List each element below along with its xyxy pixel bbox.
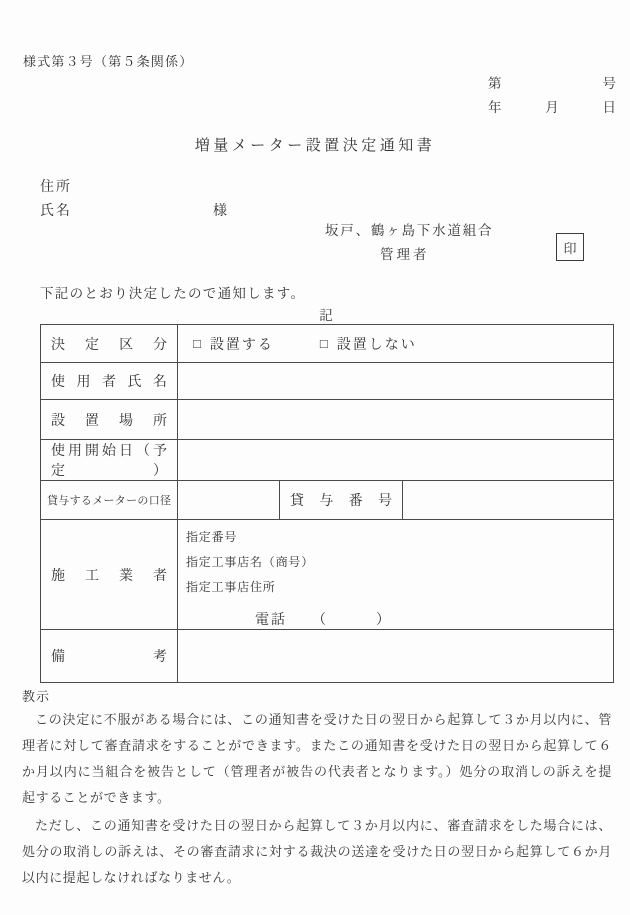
- date-day-label: 日: [602, 100, 616, 115]
- remarks-input-cell[interactable]: [178, 630, 614, 683]
- install-location-label: 設置場所: [41, 400, 178, 440]
- instructions-heading: 教示: [22, 689, 51, 704]
- contractor-shop-name-label: 指定工事店名（商号）: [186, 555, 315, 569]
- form-number: 様式第３号（第５条関係）: [23, 54, 194, 69]
- doc-number-suffix: 号: [602, 76, 616, 91]
- meter-diameter-input-cell[interactable]: [178, 481, 280, 520]
- user-name-input-cell[interactable]: [178, 363, 614, 400]
- contractor-input-cell[interactable]: [178, 520, 614, 630]
- seal-box: [556, 233, 584, 261]
- contractor-designated-number-label: 指定番号: [186, 530, 238, 544]
- recipient-name-label: 氏名: [40, 204, 72, 219]
- notice-sentence: 下記のとおり決定したので通知します。: [40, 286, 306, 301]
- date-line: [488, 96, 616, 116]
- install-location-input-cell[interactable]: [178, 400, 614, 440]
- option-no-install-label: 設置しない: [336, 337, 417, 353]
- contractor-shop-address-label: 指定工事店住所: [186, 580, 276, 594]
- loan-number-label: 貸与番号: [280, 481, 403, 520]
- option-no-install: [320, 334, 417, 354]
- contractor-label: 施工業者: [41, 520, 178, 630]
- doc-number-line: [488, 72, 616, 92]
- contractor-phone-label: 電話 （ ）: [255, 613, 392, 628]
- meter-diameter-label: 貸与するメーターの口径: [41, 481, 178, 520]
- doc-number-prefix: 第: [488, 76, 502, 91]
- issuer-organization: 坂戸、鶴ヶ島下水道組合: [325, 223, 494, 238]
- table-row-remarks: [41, 630, 614, 683]
- instructions-paragraph-1: この決定に不服がある場合には、この通知書を受けた日の翌日から起算して３か月以内に、管理者に対して審査請求をすることができます。またこの通知書を受けた日の翌日から起算して６か月以内に当組合を被告として（管理者が被告の代表者となります。）処分の取消しの訴えを提起することができます。: [22, 712, 612, 805]
- document-title: 増量メーター設置決定通知書: [194, 138, 436, 154]
- table-row-start-date: [41, 440, 614, 481]
- date-month-label: 月: [545, 100, 559, 115]
- recipient-name-line: [40, 200, 229, 220]
- recipient-honorific: 様: [213, 204, 229, 219]
- table-row-install-location: [41, 400, 614, 440]
- decision-table: [40, 324, 614, 683]
- seal-label: 印: [563, 240, 577, 256]
- option-install: [193, 334, 274, 354]
- decision-options: [178, 334, 613, 354]
- start-date-input-cell[interactable]: [178, 440, 614, 481]
- decision-category-cell: [178, 325, 614, 363]
- recipient-address-label: 住所: [40, 180, 72, 195]
- instructions-section: [22, 686, 612, 891]
- table-row-contractor: [41, 520, 614, 630]
- decision-category-label: 決定区分: [41, 325, 178, 363]
- table-row-decision: [41, 325, 614, 363]
- start-date-label: 使用開始日（予定）: [41, 440, 178, 481]
- instructions-paragraph-2: ただし、この通知書を受けた日の翌日から起算して３か月以内に、審査請求をした場合には、処分の取消しの訴えは、その審査請求に対する裁決の送達を受けた日の翌日から起算して６か月以内に提起しなければなりません。: [22, 818, 612, 885]
- date-year-label: 年: [488, 100, 502, 115]
- checkbox-install-icon[interactable]: □: [193, 335, 201, 351]
- issuer-manager-label: 管理者: [380, 247, 430, 262]
- table-row-user-name: [41, 363, 614, 400]
- loan-number-input-cell[interactable]: [403, 481, 614, 520]
- record-marker: 記: [319, 308, 334, 323]
- table-row-meter: [41, 481, 614, 520]
- remarks-label: 備考: [41, 630, 178, 683]
- checkbox-no-install-icon[interactable]: □: [319, 335, 328, 351]
- user-name-label: 使用者氏名: [41, 363, 178, 400]
- option-install-label: 設置する: [209, 337, 274, 353]
